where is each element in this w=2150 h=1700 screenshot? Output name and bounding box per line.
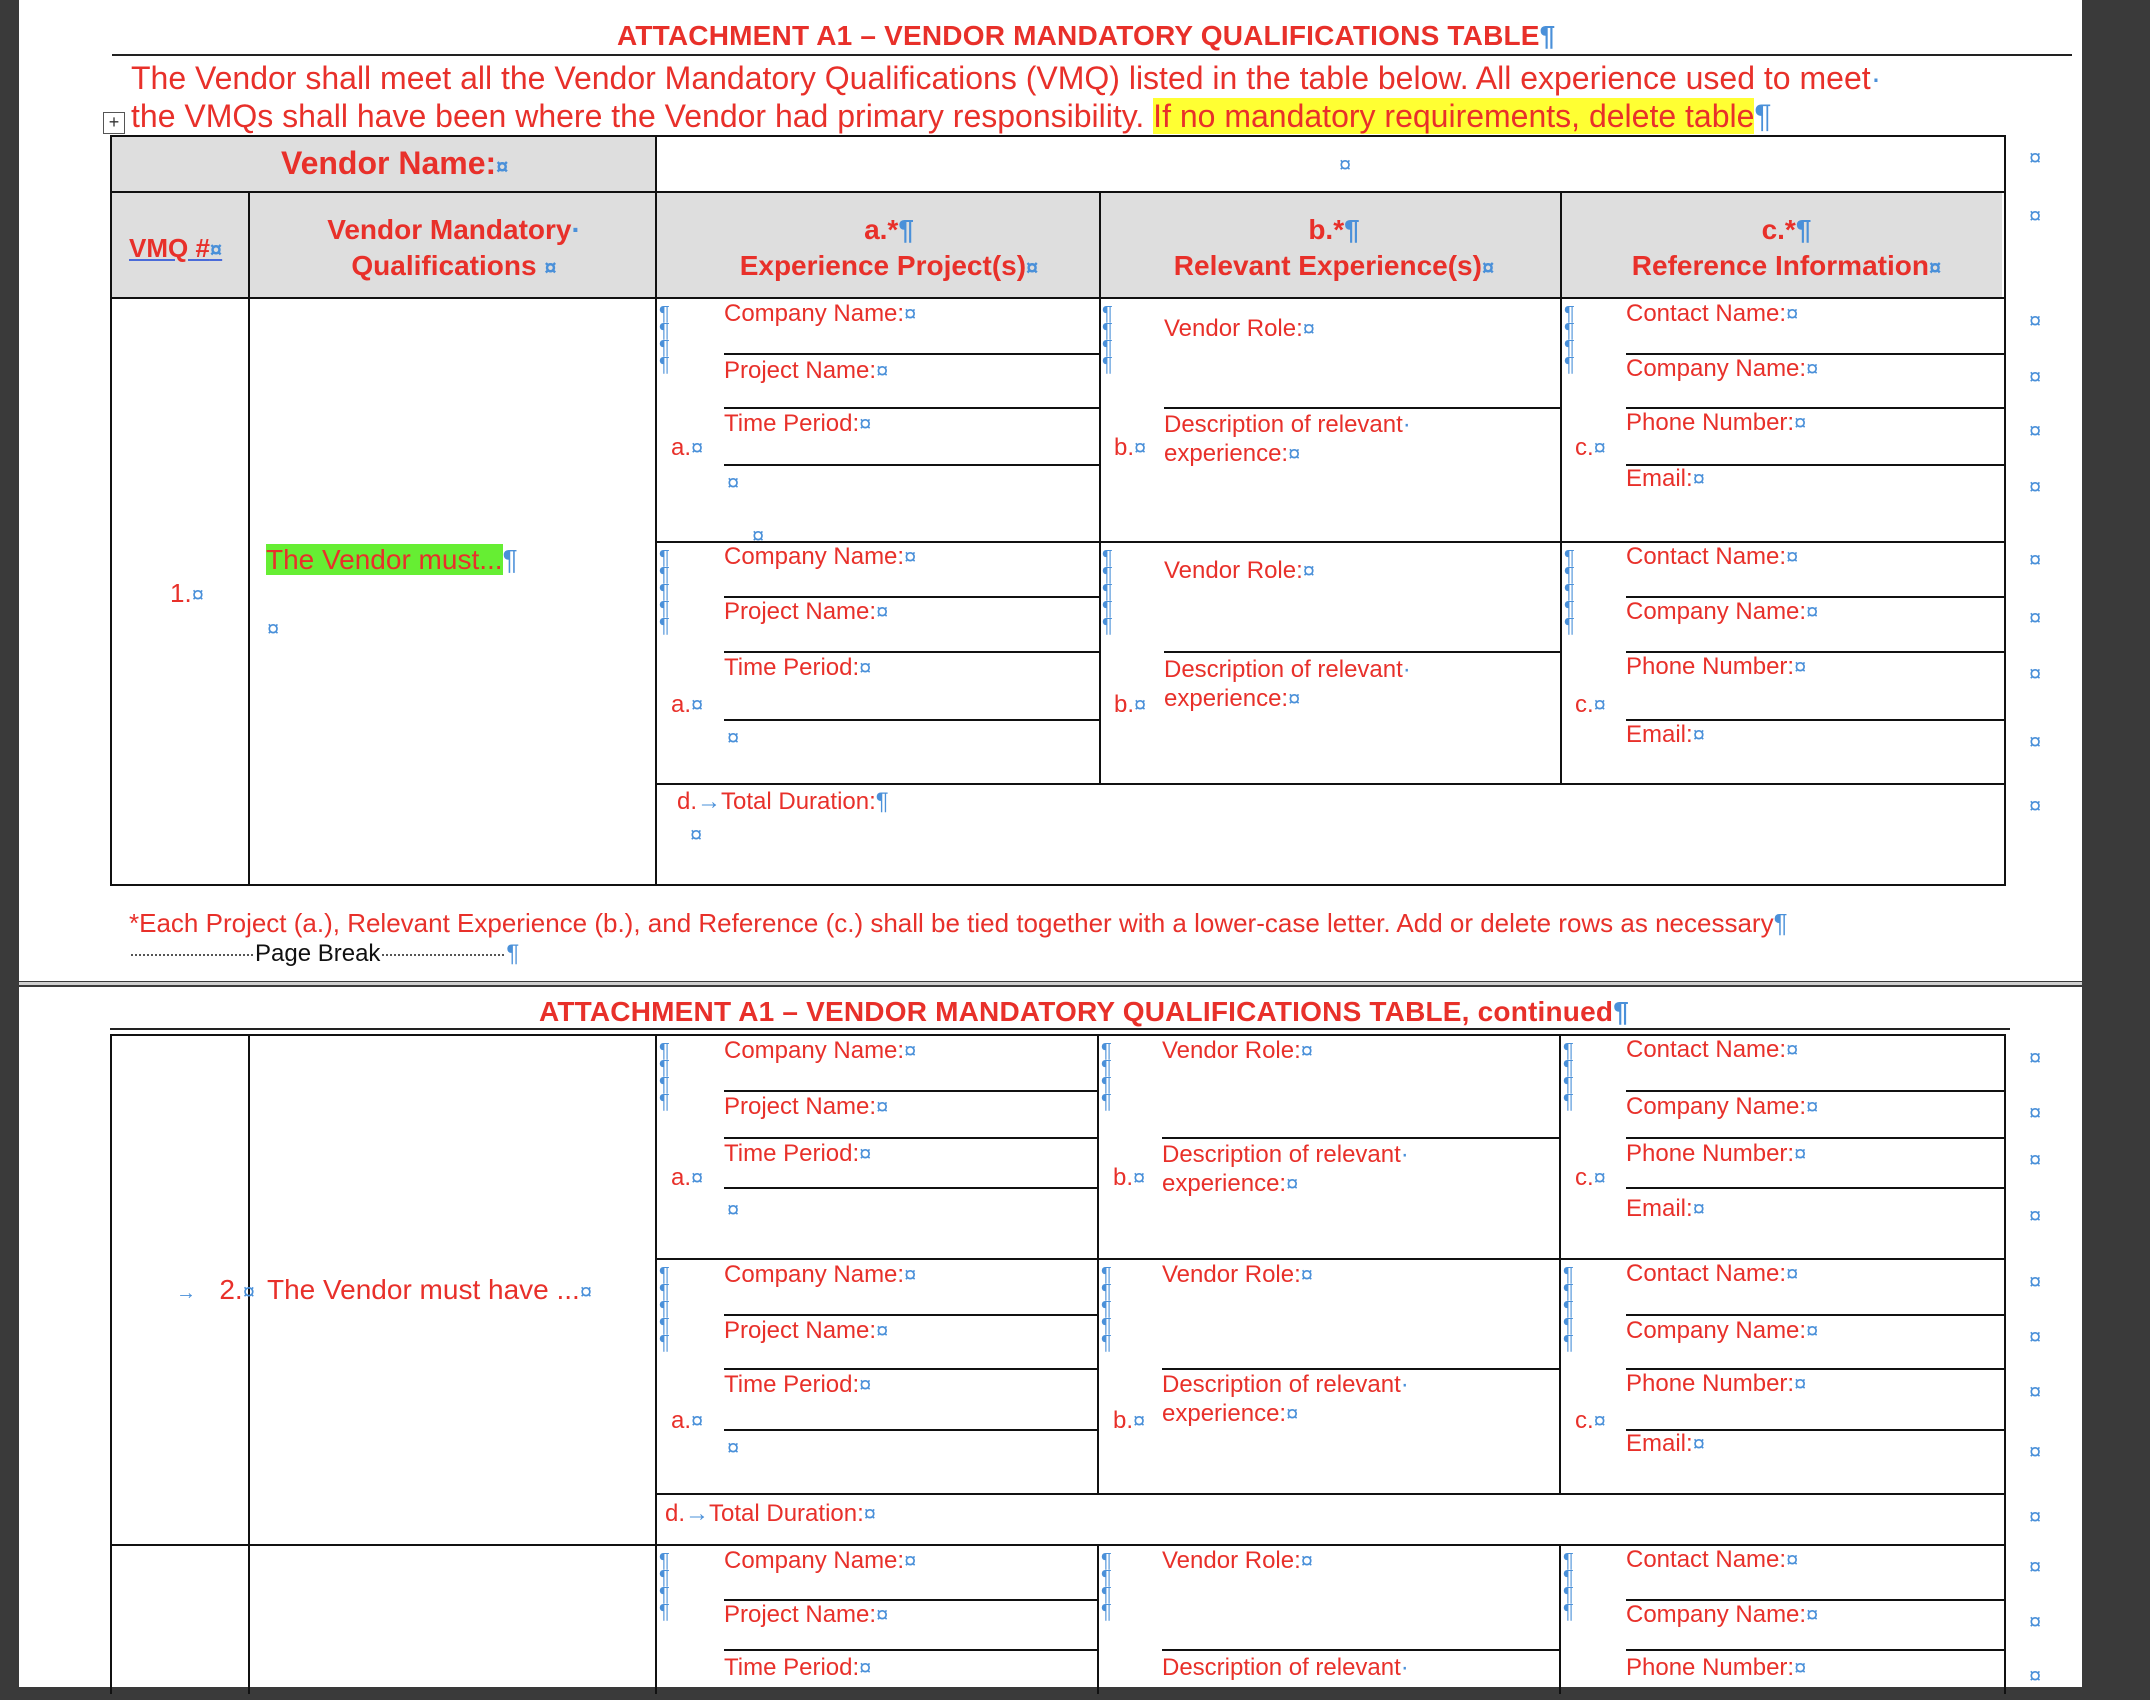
vendor-role-field[interactable]: Vendor Role:¤ — [1162, 1037, 1314, 1064]
contact-name-field[interactable]: Contact Name:¤ — [1626, 1260, 1799, 1287]
experience-projects-header: a.*¶ Experience Project(s)¤ — [739, 214, 1039, 281]
page-title-continued: ATTACHMENT A1 – VENDOR MANDATORY QUALIFICATIONS TABLE, continued¶ — [539, 996, 1629, 1027]
intro-paragraph-line-2: the VMQs shall have been where the Vendor had primary responsibility. If no mandatory requirements, delete table¶ — [131, 98, 1772, 134]
description-field[interactable]: Description of relevant· experience:¤ — [1164, 656, 1411, 712]
time-period-field[interactable]: Time Period:¤ — [724, 1654, 872, 1681]
company-name-field[interactable]: Company Name:¤ — [724, 300, 917, 327]
reference-company-field[interactable]: Company Name:¤ — [1626, 1601, 1819, 1628]
letter-b: b.¤ — [1113, 1164, 1146, 1191]
reference-company-field[interactable]: Company Name:¤ — [1626, 598, 1819, 625]
project-name-field[interactable]: Project Name:¤ — [724, 357, 889, 384]
vendor-role-field[interactable]: Vendor Role:¤ — [1162, 1547, 1314, 1574]
time-period-field[interactable]: Time Period:¤ — [724, 410, 872, 437]
description-field[interactable]: Description of relevant· — [1162, 1654, 1409, 1681]
cell-end-mark: ¤ — [267, 616, 280, 641]
letter-b: b.¤ — [1113, 1407, 1146, 1434]
time-period-field[interactable]: Time Period:¤ — [724, 1371, 872, 1398]
contact-name-field[interactable]: Contact Name:¤ — [1626, 1546, 1799, 1573]
page-separator — [19, 982, 2082, 985]
document-page-2: ATTACHMENT A1 – VENDOR MANDATORY QUALIFICATIONS TABLE, continued¶ → 2.¤ The Vendor must have ...¤ ¶ ¶ ¶ ¶ Company Name:¤ Project Name:¤ Time Period:¤ a.¤ ¤ ¶ ¶ ¶ ¶ Vendor Role:¤ Description of relevant· experience:¤ b.¤ ¶ ¶ ¶ ¶ Contact Name:¤ Company Name:¤ Phone Number:¤ c.¤ Email:¤ ¶ ¶ ¶ ¶ ¶ Company Name:¤ Project Name:¤ Time Period:¤ a.¤ ¤ ¶ ¶ ¶ ¶ ¶ Vendor Role:¤ Description of relevant· experience:¤ b.¤ ¶ ¶ ¶ ¶ ¶ Contact Name:¤ Company Name:¤ Phone Number:¤ c.¤ Email:¤ d.→Total Duration:¤ ¶ ¶ ¶ ¶ Company Name:¤ Project Name:¤ Time Period:¤ ¶ ¶ ¶ ¶ Vendor Role:¤ Description of relevant· ¶ ¶ ¶ ¶ Contact Name:¤ Company Name:¤ Phone Number:¤ ¤ ¤ ¤ ¤ ¤ ¤ ¤ ¤ ¤ ¤ ¤ ¤ — [19, 987, 2082, 1687]
company-name-field[interactable]: Company Name:¤ — [724, 543, 917, 570]
time-period-field[interactable]: Time Period:¤ — [724, 654, 872, 681]
vendor-role-field[interactable]: Vendor Role:¤ — [1164, 315, 1316, 342]
page-break-marker: Page Break ¶ — [129, 940, 519, 968]
company-name-field[interactable]: Company Name:¤ — [724, 1261, 917, 1288]
contact-name-field[interactable]: Contact Name:¤ — [1626, 1036, 1799, 1063]
delete-table-note: If no mandatory requirements, delete table — [1153, 98, 1755, 134]
total-duration-field[interactable]: d.→Total Duration:¶ — [677, 788, 889, 815]
vendor-role-field[interactable]: Vendor Role:¤ — [1162, 1261, 1314, 1288]
project-name-field[interactable]: Project Name:¤ — [724, 1093, 889, 1120]
contact-name-field[interactable]: Contact Name:¤ — [1626, 300, 1799, 327]
total-duration-field[interactable]: d.→Total Duration:¤ — [665, 1500, 877, 1527]
description-field[interactable]: Description of relevant· experience:¤ — [1164, 411, 1411, 467]
email-field[interactable]: Email:¤ — [1626, 1430, 1705, 1457]
relevant-experience-header: b.*¶ Relevant Experience(s)¤ — [1173, 214, 1495, 281]
vmq-qualification-text[interactable]: The Vendor must...¶ — [266, 544, 518, 575]
vmq-row-number: 1.¤ — [170, 578, 204, 608]
email-field[interactable]: Email:¤ — [1626, 465, 1705, 492]
vendor-name-label: Vendor Name:¤ — [281, 145, 509, 181]
letter-c: c.¤ — [1575, 1407, 1606, 1434]
description-field[interactable]: Description of relevant· experience:¤ — [1162, 1371, 1409, 1427]
vmq-row-number: → 2.¤ — [176, 1274, 255, 1305]
table-move-handle-icon[interactable]: + — [103, 112, 125, 134]
phone-number-field[interactable]: Phone Number:¤ — [1626, 1140, 1807, 1167]
vendor-role-field[interactable]: Vendor Role:¤ — [1164, 557, 1316, 584]
phone-number-field[interactable]: Phone Number:¤ — [1626, 1654, 1807, 1681]
project-name-field[interactable]: Project Name:¤ — [724, 1317, 889, 1344]
reference-information-header: c.*¶ Reference Information¤ — [1631, 214, 1942, 281]
letter-a: a.¤ — [671, 434, 704, 461]
email-field[interactable]: Email:¤ — [1626, 1195, 1705, 1222]
vendor-name-input[interactable]: ¤ — [1339, 152, 1352, 177]
project-name-field[interactable]: Project Name:¤ — [724, 1601, 889, 1628]
contact-name-field[interactable]: Contact Name:¤ — [1626, 543, 1799, 570]
vmq-qualification-text[interactable]: The Vendor must have ...¤ — [267, 1274, 593, 1305]
letter-a: a.¤ — [671, 1164, 704, 1191]
title-rule — [112, 54, 2072, 56]
reference-company-field[interactable]: Company Name:¤ — [1626, 1317, 1819, 1344]
email-field[interactable]: Email:¤ — [1626, 721, 1705, 748]
letter-c: c.¤ — [1575, 434, 1606, 461]
page-title: ATTACHMENT A1 – VENDOR MANDATORY QUALIFICATIONS TABLE¶ — [617, 20, 1556, 51]
phone-number-field[interactable]: Phone Number:¤ — [1626, 653, 1807, 680]
description-field[interactable]: Description of relevant· experience:¤ — [1162, 1141, 1409, 1197]
letter-a: a.¤ — [671, 691, 704, 718]
project-name-field[interactable]: Project Name:¤ — [724, 598, 889, 625]
letter-b: b.¤ — [1114, 434, 1147, 461]
company-name-field[interactable]: Company Name:¤ — [724, 1037, 917, 1064]
qualifications-header: Vendor Mandatory· Qualifications ¤ — [327, 214, 581, 281]
phone-number-field[interactable]: Phone Number:¤ — [1626, 409, 1807, 436]
intro-paragraph-line-1: The Vendor shall meet all the Vendor Mandatory Qualifications (VMQ) listed in the table below. All experience used to meet· — [131, 60, 1882, 96]
time-period-field[interactable]: Time Period:¤ — [724, 1140, 872, 1167]
vmq-number-header: VMQ #¤ — [129, 233, 223, 263]
reference-company-field[interactable]: Company Name:¤ — [1626, 1093, 1819, 1120]
document-page-1: ATTACHMENT A1 – VENDOR MANDATORY QUALIFICATIONS TABLE¶ The Vendor shall meet all the Vendor Mandatory Qualifications (VMQ) listed in the table below. All experience used to meet· + the VMQs shall have been where the Vendor had primary responsibility. If no mandatory requirements, delete table¶ Vendor Name:¤ ¤ VMQ #¤ Vendor Mandatory· Qualifications ¤ a.*¶ Experience Project(s)¤ b.*¶ Relevant Experience(s)¤ c.*¶ Reference Information¤ 1.¤ The Vendor must...¶ ¤ ¶ ¶ ¶ ¶ Company Name:¤ Project Name:¤ Time Period:¤ a.¤ ¤ ¤ ¶ ¶ ¶ ¶ Vendor Role:¤ Description of relevant· experience:¤ b.¤ ¶ ¶ ¶ ¶ Contact Name:¤ Company Name:¤ Phone Number:¤ c.¤ Email:¤ ¶ ¶ ¶ ¶ ¶ Company Name:¤ Project Name:¤ Time Period:¤ a.¤ ¤ ¶ ¶ ¶ ¶ ¶ Vendor Role:¤ Description of relevant· experience:¤ b.¤ ¶ ¶ ¶ ¶ ¶ Contact Name:¤ Company Name:¤ Phone Number:¤ c.¤ Email:¤ d.→Total Duration:¶ ¤ ¤ ¤ ¤ ¤ ¤ ¤ ¤ ¤ ¤ ¤ ¤ *Each Project (a.), Relevant Experience (b.), and Reference (c.) shall be tied together with a lower-case letter. Add or delete rows as necessary¶ Page Break ¶ — [19, 0, 2082, 981]
letter-c: c.¤ — [1575, 1164, 1606, 1191]
company-name-field[interactable]: Company Name:¤ — [724, 1547, 917, 1574]
letter-a: a.¤ — [671, 1407, 704, 1434]
reference-company-field[interactable]: Company Name:¤ — [1626, 355, 1819, 382]
footnote: *Each Project (a.), Relevant Experience (b.), and Reference (c.) shall be tied together with a lower-case letter. Add or delete rows as necessary¶ — [129, 908, 1788, 938]
letter-c: c.¤ — [1575, 691, 1606, 718]
letter-b: b.¤ — [1114, 691, 1147, 718]
phone-number-field[interactable]: Phone Number:¤ — [1626, 1370, 1807, 1397]
